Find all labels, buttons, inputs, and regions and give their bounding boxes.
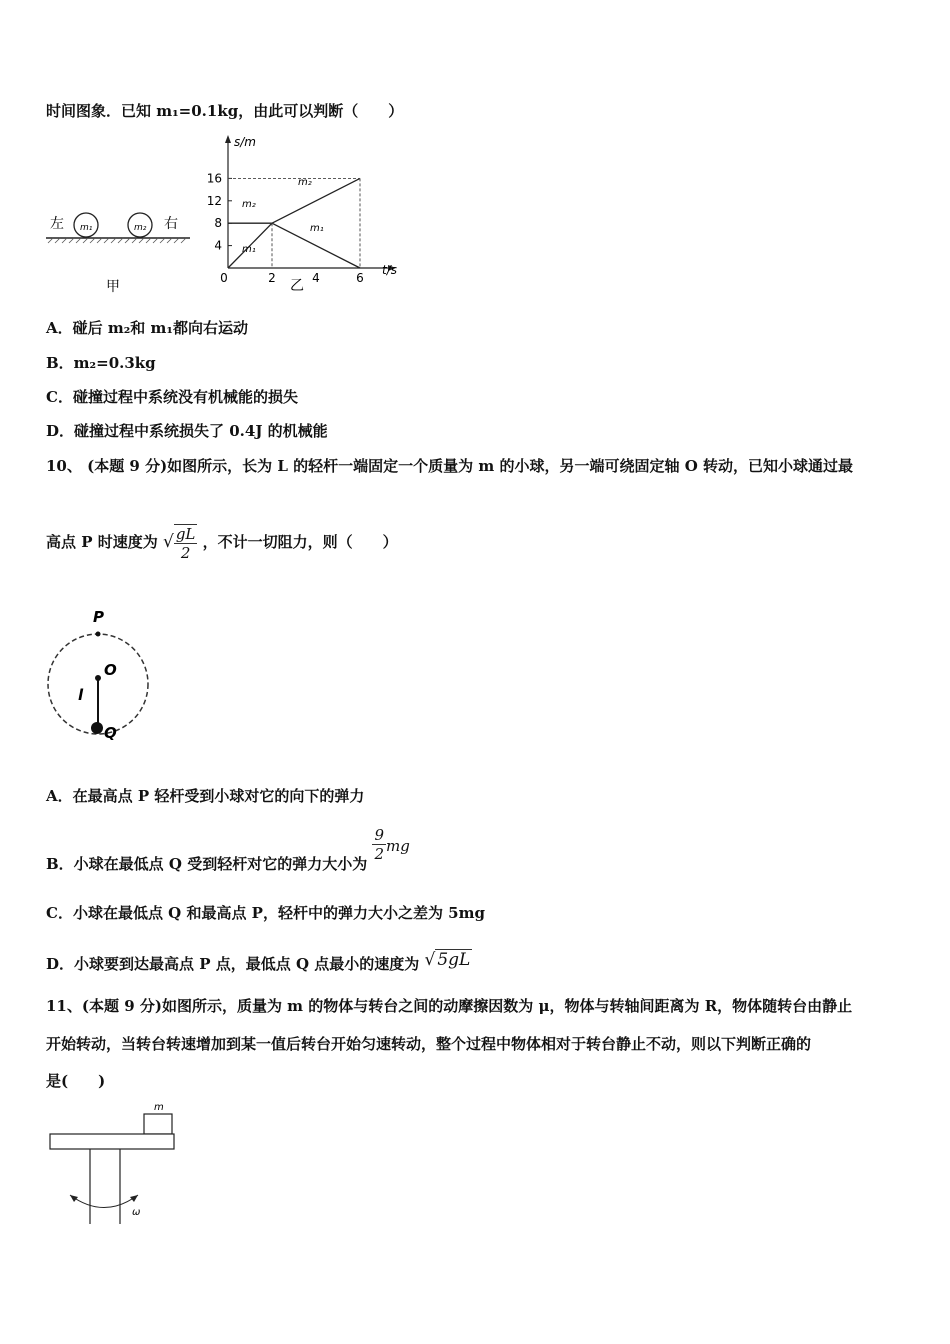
x-tick-label: 2 [268, 271, 276, 285]
caption-jia: 甲 [106, 279, 120, 295]
caption-yi: 乙 [290, 278, 304, 294]
q9-option-d: D．碰撞过程中系统损失了 0.4J 的机械能 [46, 422, 328, 440]
q10-speed-formula: √ $\frac{gL}{2}$ [162, 524, 196, 562]
figure-q11-turntable [44, 1100, 184, 1230]
rotation-arrow [130, 1195, 138, 1202]
q10-line2 [46, 520, 398, 564]
rotation-arc [70, 1195, 138, 1208]
y-tick-label: 8 [214, 216, 222, 231]
q10-option-b-unit: mg [385, 837, 410, 855]
turntable-plate [50, 1134, 174, 1149]
figure-jia [44, 205, 194, 300]
q10-option-b-den: 2 [374, 845, 384, 863]
label-o: O [104, 661, 117, 679]
y-tick-label: 4 [214, 238, 222, 253]
q10-option-c: C．小球在最低点 Q 和最高点 P，轻杆中的弹力大小之差为 5mg [46, 904, 485, 922]
ball-q [91, 722, 103, 734]
series-line-2 [272, 178, 360, 223]
q10-option-d-rad: 5gL [437, 950, 471, 970]
label-omega: ω [132, 1207, 141, 1218]
series-label-m2-before: m₂ [242, 199, 256, 210]
q10-option-b-num: 9 [374, 826, 384, 844]
q9-option-a: A．碰后 m₂和 m₁都向右运动 [46, 319, 248, 337]
x-tick-label: 4 [312, 271, 320, 285]
q10-option-b-text: B．小球在最低点 Q 受到轻杆对它的弹力大小为 [46, 855, 368, 873]
ball-m1-label: m₁ [80, 223, 93, 233]
label-l: l [78, 686, 84, 704]
figure-q10-circle [40, 600, 160, 750]
q10-line2-pre: 高点 P 时速度为 [46, 533, 158, 551]
y-tick-label: 12 [206, 193, 222, 208]
q10-speed-den: 2 [180, 543, 191, 562]
q10-option-a: A．在最高点 P 轻杆受到小球对它的向下的弹力 [46, 787, 365, 805]
q11-line2: 开始转动，当转台转速增加到某一值后转台开始匀速转动，整个过程中物体相对于转台静止不动，则以下判断正确的 [46, 1035, 812, 1053]
y-axis-label: s/m [234, 135, 256, 149]
block-m [144, 1114, 172, 1134]
series-label-m1-before: m₁ [242, 244, 256, 255]
q9-intro: 时间图象．已知 m₁=0.1kg，由此可以判断（ ） [46, 102, 404, 120]
q10-option-d [46, 948, 472, 976]
label-m: m [154, 1102, 164, 1113]
q10-line1: 10、 (本题 9 分)如图所示，长为 L 的轻杆一端固定一个质量为 m 的小球，另一端可绕固定轴 O 转动，已知小球通过最 [46, 457, 853, 475]
q10-line2-post: ，不计一切阻力，则（ ） [202, 533, 398, 551]
q10-speed-num: gL [175, 524, 196, 543]
q10-option-d-formula: √ 5gL [424, 950, 471, 970]
q11-line3: 是( ) [46, 1072, 106, 1090]
x-tick-label: 6 [356, 271, 364, 285]
label-p: P [93, 608, 104, 626]
q9-option-c: C．碰撞过程中系统没有机械能的损失 [46, 388, 298, 406]
q10-option-b-frac [372, 826, 386, 863]
label-right: 右 [164, 216, 178, 232]
y-axis-arrow [225, 135, 231, 143]
figure-yi-graph [200, 130, 410, 300]
x-tick-label: 0 [220, 271, 228, 285]
y-tick-label: 16 [206, 171, 222, 186]
q9-option-b: B．m₂=0.3kg [46, 354, 156, 372]
series-label-m1-after: m₁ [310, 223, 324, 234]
label-left: 左 [50, 216, 64, 232]
series-label-m2-after: m₂ [298, 177, 312, 188]
label-q: Q [104, 724, 117, 742]
point-p-dot [96, 632, 101, 637]
x-axis-label: t/s [382, 263, 397, 277]
q10-option-d-text: D．小球要到达最高点 P 点，最低点 Q 点最小的速度为 [46, 955, 420, 973]
ball-m2-label: m₂ [134, 223, 147, 233]
q11-line1: 11、(本题 9 分)如图所示，质量为 m 的物体与转台之间的动摩擦因数为 μ，物体与转轴间距离为 R，物体随转台由静止 [46, 997, 853, 1015]
rotation-arrow-left [70, 1195, 78, 1202]
q10-option-b [46, 826, 410, 884]
